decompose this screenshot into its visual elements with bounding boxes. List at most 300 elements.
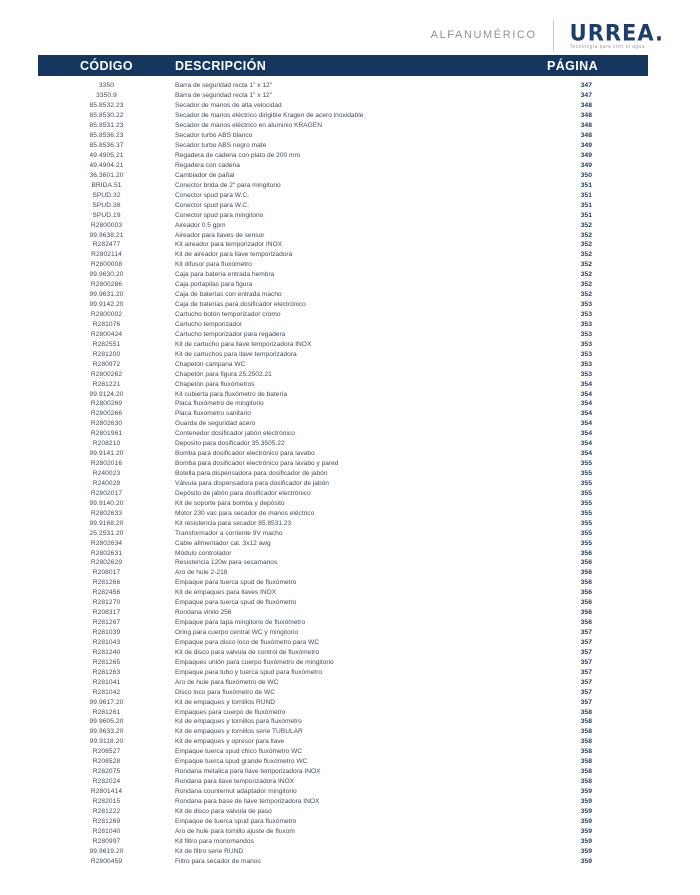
- row-code: R282015: [92, 797, 121, 805]
- table-body: [38, 76, 648, 866]
- table-row: [38, 389, 648, 399]
- row-description: Kit de empaques y tornillos RUND: [175, 698, 276, 706]
- row-description: Conector brida de 2" para mingitorio: [175, 181, 281, 189]
- row-code: 85.8536.37: [89, 142, 124, 150]
- table-row: [38, 518, 648, 528]
- row-page-number: 352: [580, 221, 592, 229]
- row-description: Empaque tuerca spud chico fluxómetro WC: [175, 748, 303, 756]
- table-row: [38, 369, 648, 379]
- row-page-number: 350: [580, 171, 592, 179]
- row-description: Chapetón campana WC: [175, 360, 246, 368]
- table-row: [38, 240, 648, 250]
- row-code: R208317: [92, 609, 121, 617]
- row-code: R281240: [92, 648, 121, 656]
- row-code: R2801961: [90, 430, 123, 438]
- row-page-number: 354: [580, 380, 592, 388]
- row-code: R281222: [92, 807, 121, 815]
- row-code: 85.8530.22: [89, 112, 124, 120]
- row-page-number: 359: [580, 827, 592, 835]
- table-row: [38, 449, 648, 459]
- row-page-number: 352: [580, 271, 592, 279]
- table-row: [38, 329, 648, 339]
- row-description: Barra de seguridad recta 1" x 12": [175, 82, 273, 90]
- row-code: 99.9633.20: [89, 728, 124, 736]
- table-row: [38, 856, 648, 866]
- row-page-number: 358: [580, 758, 592, 766]
- row-page-number: 359: [580, 797, 592, 805]
- row-description: Empaques unión para cuerpo fluxómetro de mingitorio: [175, 658, 334, 666]
- row-page-number: 349: [580, 142, 592, 150]
- table-header-bar: [38, 55, 648, 76]
- row-page-number: 359: [580, 837, 592, 845]
- row-page-number: 349: [580, 152, 592, 160]
- row-code: R2802114: [91, 251, 122, 259]
- row-description: Aireador para llaves de sensor: [175, 231, 265, 239]
- row-code: R208527: [92, 748, 121, 756]
- urrea-logo: [569, 19, 664, 50]
- row-page-number: 353: [580, 370, 592, 378]
- row-description: Bomba para dosificador electrónico para lavabo y pared: [175, 460, 339, 468]
- row-code: R281041: [92, 678, 121, 686]
- header-divider: [553, 21, 554, 51]
- row-code: SPUD.38: [92, 201, 121, 209]
- row-description: Kit de disco para valvula de paso: [175, 807, 272, 815]
- row-page-number: 357: [580, 668, 592, 676]
- row-page-number: 356: [580, 589, 592, 597]
- row-description: Kit de empaques para llaves INOX: [175, 589, 277, 597]
- table-row: [38, 638, 648, 648]
- urrea-logo-wordmark: URREA.: [569, 19, 664, 46]
- row-description: Oring para cuerpo central WC y mingitorio: [175, 629, 299, 637]
- table-row: [38, 697, 648, 707]
- row-code: BRIDA.51: [91, 181, 122, 189]
- row-description: Kit de empaques y tornillos para fluxómetro: [175, 718, 302, 726]
- row-code: 99.9140.20: [89, 499, 124, 507]
- index-section-label: ALFANUMÉRICO: [430, 29, 537, 41]
- table-row: [38, 498, 648, 508]
- table-row: [38, 270, 648, 280]
- row-page-number: 348: [580, 112, 592, 120]
- table-row: [38, 528, 648, 538]
- row-description: Rondana para base de llave temporizadora INOX: [175, 797, 320, 805]
- table-row: [38, 419, 648, 429]
- row-description: Chapetón para figura 25.2502.21: [175, 370, 272, 378]
- row-description: Conector spud para W.C.: [175, 191, 250, 199]
- table-row: [38, 91, 648, 101]
- row-page-number: 358: [580, 728, 592, 736]
- row-code: 3350: [98, 82, 115, 90]
- row-page-number: 355: [580, 489, 592, 497]
- table-row: [38, 459, 648, 469]
- row-description: Empaque para tuerca spud de fluxómetro: [175, 579, 297, 587]
- row-page-number: 351: [580, 211, 592, 219]
- row-code: R281266: [92, 579, 121, 587]
- row-code: R282075: [92, 768, 121, 776]
- row-description: Placa fluxómetro de mingitorio: [175, 400, 264, 408]
- row-description: Guarda de seguridad acero: [175, 420, 256, 428]
- row-code: R2802634: [90, 539, 123, 547]
- row-page-number: 353: [580, 340, 592, 348]
- table-row: [38, 677, 648, 687]
- row-code: R2802629: [90, 559, 123, 567]
- table-row: [38, 220, 648, 230]
- row-page-number: 358: [580, 718, 592, 726]
- table-row: [38, 280, 648, 290]
- row-code: R280972: [92, 360, 121, 368]
- row-page-number: 356: [580, 549, 592, 557]
- row-page-number: 356: [580, 559, 592, 567]
- table-row: [38, 349, 648, 359]
- row-page-number: 358: [580, 778, 592, 786]
- row-description: Aireador 0.5 gpm: [175, 221, 226, 229]
- row-description: Kit de empaques y tornillos serie TUBULAR: [175, 728, 303, 736]
- row-code: R282024: [92, 778, 121, 786]
- row-code: 99.9619.20: [89, 847, 124, 855]
- row-page-number: 351: [580, 201, 592, 209]
- row-code: 85.8532.23: [89, 102, 124, 110]
- row-code: SPUD.32: [92, 191, 121, 199]
- table-row: [38, 687, 648, 697]
- row-description: Secador turbo ABS negro mate: [175, 142, 267, 150]
- row-page-number: 352: [580, 231, 592, 239]
- table-row: [38, 767, 648, 777]
- table-row: [38, 339, 648, 349]
- row-code: R2800003: [90, 221, 123, 229]
- row-code: 99.9631.20: [89, 291, 124, 299]
- row-description: Cable alimentador cal. 3x12 awg: [175, 539, 271, 547]
- row-code: 85.8536.23: [89, 132, 124, 140]
- row-code: R281042: [92, 688, 121, 696]
- row-page-number: 352: [580, 261, 592, 269]
- row-description: Caja de baterías con entrada macho: [175, 291, 282, 299]
- row-description: Aro de hule para tornillo ajuste de fluxom: [175, 827, 295, 835]
- table-row: [38, 170, 648, 180]
- row-description: Módulo controlador: [175, 549, 232, 557]
- row-code: R208528: [92, 758, 121, 766]
- row-code: R281263: [92, 668, 121, 676]
- row-description: Cambiador de pañal: [175, 171, 235, 179]
- row-code: R2800262: [90, 370, 123, 378]
- table-row: [38, 320, 648, 330]
- table-row: [38, 379, 648, 389]
- row-description: Kit de filtro serie RUND: [175, 847, 244, 855]
- row-page-number: 355: [580, 529, 592, 537]
- row-description: Conector spud para W.C.: [175, 201, 250, 209]
- row-page-number: 353: [580, 320, 592, 328]
- table-row: [38, 488, 648, 498]
- table-row: [38, 260, 648, 270]
- row-page-number: 357: [580, 678, 592, 686]
- row-page-number: 355: [580, 509, 592, 517]
- row-description: Botella para dispensadora para dosificador de jabón: [175, 470, 328, 478]
- row-code: R240029: [92, 479, 121, 487]
- table-row: [38, 707, 648, 717]
- row-code: R281200: [92, 350, 121, 358]
- row-page-number: 356: [580, 609, 592, 617]
- table-row: [38, 81, 648, 91]
- row-description: Kit de soporte para bomba y depósito: [175, 499, 285, 507]
- row-code: R282456: [92, 589, 121, 597]
- row-code: 49.4905.21: [89, 152, 124, 160]
- table-row: [38, 757, 648, 767]
- table-row: [38, 439, 648, 449]
- row-page-number: 352: [580, 281, 592, 289]
- row-description: Filtro para secador de manos: [175, 857, 261, 865]
- row-description: Depósito de jabón para dosificador electrónico: [175, 489, 311, 497]
- row-code: R281269: [92, 817, 121, 825]
- row-description: Barra de seguridad recta 1" x 12": [175, 92, 273, 100]
- table-row: [38, 618, 648, 628]
- row-page-number: 351: [580, 181, 592, 189]
- table-row: [38, 797, 648, 807]
- urrea-logo-tagline: Tecnología para vivir el agua: [569, 43, 645, 50]
- row-description: Kit resistencia para secador 85.8531.23: [175, 519, 292, 527]
- row-page-number: 357: [580, 658, 592, 666]
- row-page-number: 355: [580, 539, 592, 547]
- row-page-number: 356: [580, 579, 592, 587]
- row-page-number: 358: [580, 768, 592, 776]
- row-description: Válvula para dispensadora para dosificador de jabón: [175, 479, 329, 487]
- row-code: R2802633: [90, 509, 123, 517]
- row-page-number: 354: [580, 410, 592, 418]
- row-code: 99.9638.21: [89, 231, 124, 239]
- row-code: 36.3601.20: [89, 171, 124, 179]
- row-page-number: 359: [580, 847, 592, 855]
- row-description: Kit de empaques y opresor para llave: [175, 738, 285, 746]
- row-description: Motor 230 vac para secador de manos eléctrico: [175, 509, 315, 517]
- row-description: Empaques para cuerpo de fluxómetro: [175, 708, 286, 716]
- table-row: [38, 548, 648, 558]
- row-description: Caja para batería entrada hembra: [175, 271, 275, 279]
- row-description: Rondana metalica para llave temporizadora INOX: [175, 768, 321, 776]
- row-page-number: 348: [580, 122, 592, 130]
- row-code: 99.9141.20: [89, 450, 124, 458]
- table-row: [38, 190, 648, 200]
- row-page-number: 349: [580, 161, 592, 169]
- row-page-number: 358: [580, 748, 592, 756]
- row-page-number: 355: [580, 499, 592, 507]
- row-page-number: 357: [580, 648, 592, 656]
- row-page-number: 359: [580, 857, 592, 865]
- row-code: R208210: [92, 440, 121, 448]
- row-description: Secador turbo ABS blanco: [175, 132, 253, 140]
- row-code: 99.9142.20: [89, 301, 124, 309]
- table-row: [38, 429, 648, 439]
- page-header: [0, 16, 664, 56]
- row-code: R2800269: [90, 400, 123, 408]
- row-description: Cartucho temporizador: [175, 320, 243, 328]
- row-page-number: 354: [580, 390, 592, 398]
- row-code: R281221: [92, 380, 121, 388]
- row-page-number: 354: [580, 400, 592, 408]
- row-code: 99.9630.20: [89, 271, 124, 279]
- row-page-number: 347: [580, 92, 592, 100]
- table-row: [38, 777, 648, 787]
- column-header-description: DESCRIPCIÓN: [175, 58, 267, 73]
- row-description: Placa fluxometro sanitario: [175, 410, 251, 418]
- row-code: R2800008: [90, 261, 123, 269]
- row-code: R2800459: [90, 857, 123, 865]
- catalog-index-table: [38, 55, 648, 866]
- row-page-number: 353: [580, 350, 592, 358]
- table-row: [38, 508, 648, 518]
- table-row: [38, 747, 648, 757]
- row-code: R281261: [92, 708, 121, 716]
- column-header-page: PÁGINA: [546, 58, 598, 73]
- row-page-number: 353: [580, 360, 592, 368]
- row-description: Empaque tuerca spud grande fluxómetro WC: [175, 758, 308, 766]
- table-row: [38, 647, 648, 657]
- row-page-number: 351: [580, 191, 592, 199]
- row-description: Empaque para disco loco de fluxómetro para WC: [175, 638, 320, 646]
- row-code: R281043: [92, 638, 121, 646]
- table-row: [38, 200, 648, 210]
- table-row: [38, 399, 648, 409]
- table-row: [38, 151, 648, 161]
- row-description: Kit cubierta para fluxómetro de batería: [175, 390, 288, 398]
- row-code: 99.9124.20: [89, 390, 124, 398]
- table-row: [38, 598, 648, 608]
- table-row: [38, 310, 648, 320]
- row-description: Contenedor dosificador jabón electrónico: [175, 430, 295, 438]
- table-row: [38, 787, 648, 797]
- row-page-number: 352: [580, 291, 592, 299]
- column-header-code: CÓDIGO: [79, 58, 134, 73]
- row-description: Kit de disco para valvula de control de fluxómetro: [175, 648, 320, 656]
- table-row: [38, 111, 648, 121]
- row-code: R282477: [92, 241, 121, 249]
- row-page-number: 353: [580, 301, 592, 309]
- table-row: [38, 727, 648, 737]
- row-description: Kit filtro para monomandos: [175, 837, 254, 845]
- row-page-number: 355: [580, 470, 592, 478]
- row-page-number: 359: [580, 788, 592, 796]
- row-code: R208017: [92, 569, 121, 577]
- row-code: 25.2531.20: [89, 529, 124, 537]
- row-description: Conector spud para mingitorio: [175, 211, 264, 219]
- row-page-number: 354: [580, 430, 592, 438]
- row-code: R240023: [92, 470, 121, 478]
- row-description: Transformador a corriente 9V macho: [175, 529, 283, 537]
- row-page-number: 355: [580, 460, 592, 468]
- row-description: Regadera de cadena con plato de 200 mm: [175, 152, 301, 160]
- row-description: Kit de cartuchos para llave temporizadora: [175, 350, 297, 358]
- table-row: [38, 657, 648, 667]
- table-row: [38, 180, 648, 190]
- row-description: Rondana vinilo 256: [175, 609, 232, 617]
- row-code: R2800286: [90, 281, 123, 289]
- row-page-number: 348: [580, 102, 592, 110]
- table-row: [38, 121, 648, 131]
- table-row: [38, 469, 648, 479]
- table-row: [38, 359, 648, 369]
- row-description: Deposito para dosificador 35.3505.22: [175, 440, 285, 448]
- row-description: Regadera con cadena: [175, 161, 240, 169]
- table-row: [38, 558, 648, 568]
- table-row: [38, 101, 648, 111]
- row-description: Cartucho botón temporizador cromo: [175, 311, 281, 319]
- row-code: R281039: [92, 629, 121, 637]
- row-page-number: 356: [580, 599, 592, 607]
- row-description: Chapetón para fluxómetros: [175, 380, 255, 388]
- row-page-number: 354: [580, 450, 592, 458]
- row-page-number: 358: [580, 738, 592, 746]
- row-page-number: 357: [580, 688, 592, 696]
- table-row: [38, 568, 648, 578]
- row-page-number: 352: [580, 251, 592, 259]
- row-code: R2802631: [90, 549, 123, 557]
- table-row: [38, 717, 648, 727]
- table-row: [38, 836, 648, 846]
- row-code: R2802017: [90, 489, 123, 497]
- row-description: Empaque para tapa mingitorio de fluxómetro: [175, 619, 306, 627]
- table-row: [38, 250, 648, 260]
- table-row: [38, 578, 648, 588]
- row-code: 49.4904.21: [89, 161, 124, 169]
- row-description: Kit aireador para temporizador INOX: [175, 241, 283, 249]
- table-row: [38, 826, 648, 836]
- table-row: [38, 141, 648, 151]
- row-code: 99.9118.20: [89, 738, 124, 746]
- row-description: Cartucho temporizador para regadera: [175, 330, 286, 338]
- row-description: Rondana para llave temporizadora INOX: [175, 778, 295, 786]
- row-code: R281267: [92, 619, 121, 627]
- row-description: Empaque para tuerca spud de fluxómetro: [175, 599, 297, 607]
- row-page-number: 352: [580, 241, 592, 249]
- row-code: 99.9168.20: [89, 519, 124, 527]
- table-row: [38, 737, 648, 747]
- row-page-number: 354: [580, 420, 592, 428]
- row-description: Caja portapilas para figura: [175, 281, 253, 289]
- row-code: R2800002: [90, 311, 123, 319]
- table-row: [38, 628, 648, 638]
- row-page-number: 357: [580, 629, 592, 637]
- table-row: [38, 806, 648, 816]
- table-row: [38, 290, 648, 300]
- row-page-number: 347: [580, 82, 592, 90]
- row-page-number: 355: [580, 519, 592, 527]
- row-code: 3350.9: [96, 92, 117, 100]
- row-description: Empaque para tubo y tuerca spud para fluxómetro: [175, 668, 322, 676]
- row-description: Kit de cartucho para llave temporizadora INOX: [175, 340, 312, 348]
- row-description: Bomba para dosificador electrónico para lavabo: [175, 450, 315, 458]
- table-row: [38, 131, 648, 141]
- table-row: [38, 210, 648, 220]
- row-page-number: 358: [580, 708, 592, 716]
- table-row: [38, 230, 648, 240]
- row-page-number: 353: [580, 311, 592, 319]
- row-page-number: 348: [580, 132, 592, 140]
- table-row: [38, 816, 648, 826]
- row-description: Disco loco para fluxómetro de WC: [175, 688, 276, 696]
- row-description: Caja de baterías para dosificador electrónico: [175, 301, 306, 309]
- table-row: [38, 538, 648, 548]
- row-page-number: 359: [580, 807, 592, 815]
- row-page-number: 359: [580, 817, 592, 825]
- table-row: [38, 479, 648, 489]
- row-code: 85.8531.23: [89, 122, 124, 130]
- row-description: Secador de manos eléctrico en aluminio KRAGEN: [175, 122, 322, 130]
- row-code: R281040: [92, 827, 121, 835]
- table-row: [38, 300, 648, 310]
- row-page-number: 356: [580, 619, 592, 627]
- row-page-number: 353: [580, 330, 592, 338]
- row-code: R281076: [92, 320, 121, 328]
- row-description: Rondana counternut adaptador mingitorio: [175, 788, 297, 796]
- row-code: R281265: [92, 658, 121, 666]
- row-code: R2802016: [90, 460, 123, 468]
- row-description: Aro de hule para fluxómetro de WC: [175, 678, 279, 686]
